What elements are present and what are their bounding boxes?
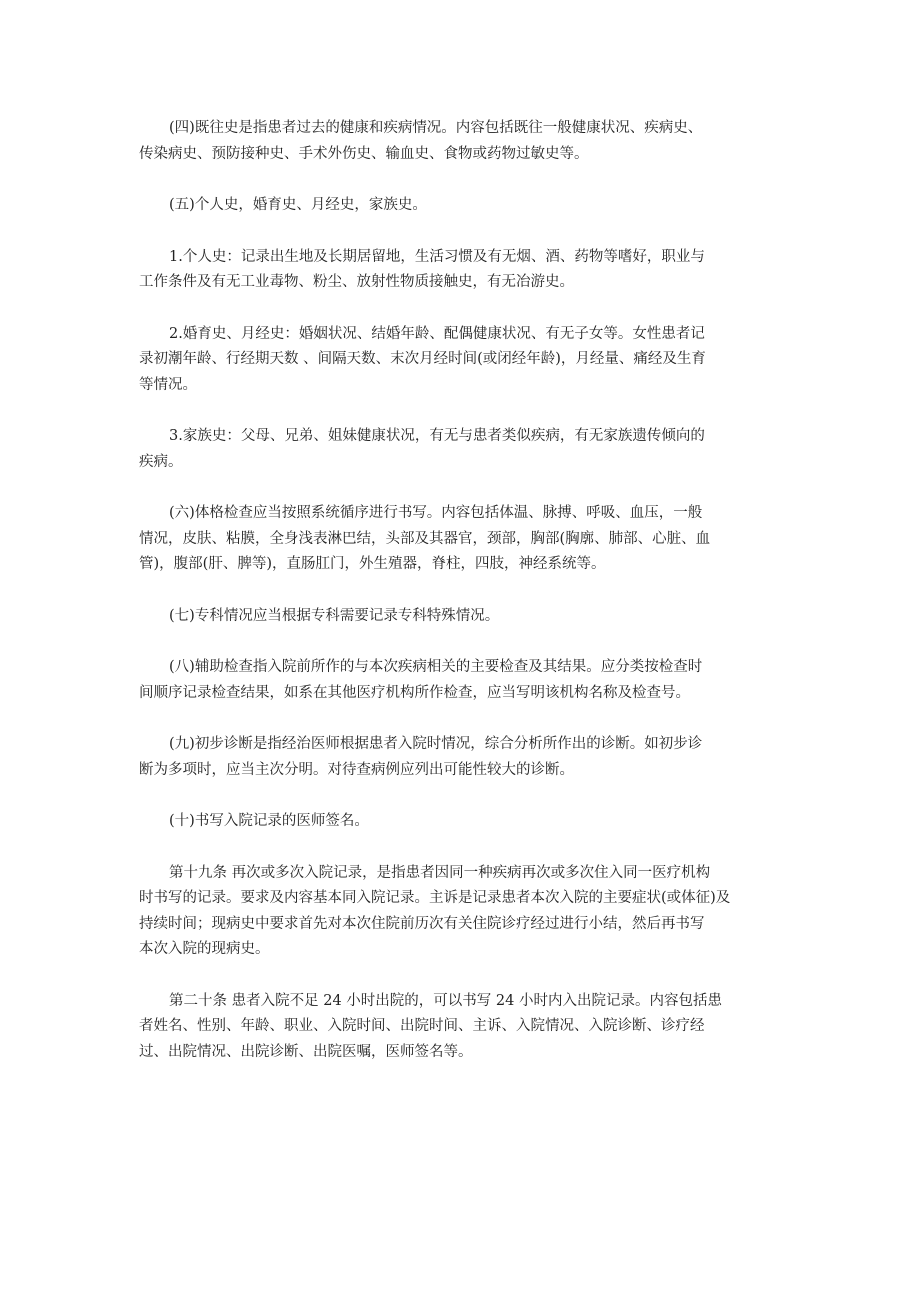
paragraph-family-history (139, 424, 789, 475)
paragraph-article-20 (139, 989, 789, 1066)
paragraph-past-history (139, 116, 789, 167)
text-line: (九)初步诊断是指经治医师根据患者入院时情况，综合分析所作出的诊断。如初步诊 (169, 736, 703, 752)
text-line: 等情况。 (139, 376, 197, 393)
text-line: 传染病史、预防接种史、手术外伤史、输血史、食物或药物过敏史等。 (139, 145, 589, 162)
paragraph-specialty-status (139, 604, 789, 630)
paragraph-marital-menstrual-history (139, 322, 789, 399)
text-line: 1.个人史：记录出生地及长期居留地，生活习惯及有无烟、酒、药物等嗜好，职业与 (169, 248, 705, 265)
text-line: 管)，腹部(肝、脾等)，直肠肛门，外生殖器，脊柱，四肢，神经系统等。 (139, 556, 606, 572)
text-line: (七)专科情况应当根据专科需要记录专科特殊情况。 (169, 607, 500, 624)
text-line: 第十九条 再次或多次入院记录，是指患者因同一种疾病再次或多次住入同一医疗机构 (169, 864, 711, 881)
text-line: 工作条件及有无工业毒物、粉尘、放射性物质接触史，有无冶游史。 (139, 274, 574, 290)
paragraph-physical-exam (139, 501, 789, 578)
text-line: 录初潮年龄、行经期天数 、间隔天数、末次月经时间(或闭经年龄)，月经量、痛经及生育 (139, 351, 706, 367)
paragraph-personal-history-heading (139, 193, 789, 219)
text-line: 持续时间；现病史中要求首先对本次住院前历次有关住院诊疗经过进行小结，然后再书写 (139, 915, 705, 932)
text-line: 间顺序记录检查结果，如系在其他医疗机构所作检查，应当写明该机构名称及检查号。 (139, 684, 690, 701)
text-line: 情况，皮肤、粘膜，全身浅表淋巴结，头部及其器官，颈部，胸部(胸廓、肺部、心脏、血 (139, 530, 711, 547)
text-line: (四)既往史是指患者过去的健康和疾病情况。内容包括既往一般健康状况、疾病史、 (169, 120, 703, 136)
text-line: 疾病。 (139, 453, 183, 470)
text-line: 过、出院情况、出院诊断、出院医嘱，医师签名等。 (139, 1043, 473, 1060)
paragraph-auxiliary-exam (139, 655, 789, 706)
paragraph-preliminary-diagnosis (139, 732, 789, 783)
text-line: 时书写的记录。要求及内容基本同入院记录。主诉是记录患者本次入院的主要症状(或体征)及 (139, 890, 731, 906)
text-line: 本次入院的现病史。 (139, 941, 270, 957)
text-line: (六)体格检查应当按照系统循序进行书写。内容包括体温、脉搏、呼吸、血压，一般 (169, 505, 703, 521)
text-line: 3.家族史：父母、兄弟、姐妹健康状况，有无与患者类似疾病，有无家族遗传倾向的 (169, 428, 705, 444)
document-body (139, 116, 789, 1091)
paragraph-article-19 (139, 861, 789, 963)
text-line: 第二十条 患者入院不足 24 小时出院的，可以书写 24 小时内入出院记录。内容包括患 (169, 992, 722, 1009)
text-line: (五)个人史，婚育史、月经史，家族史。 (169, 197, 427, 213)
paragraph-personal-history (139, 245, 789, 296)
text-line: 断为多项时，应当主次分明。对待查病例应列出可能性较大的诊断。 (139, 761, 574, 778)
text-line: (八)辅助检查指入院前所作的与本次疾病相关的主要检查及其结果。应分类按检查时 (169, 659, 703, 675)
paragraph-physician-signature (139, 809, 789, 835)
text-line: (十)书写入院记录的医师签名。 (169, 813, 369, 829)
text-line: 2.婚育史、月经史：婚姻状况、结婚年龄、配偶健康状况、有无子女等。女性患者记 (169, 325, 705, 342)
text-line: 者姓名、性别、年龄、职业、入院时间、出院时间、主诉、入院情况、入院诊断、诊疗经 (139, 1018, 705, 1034)
